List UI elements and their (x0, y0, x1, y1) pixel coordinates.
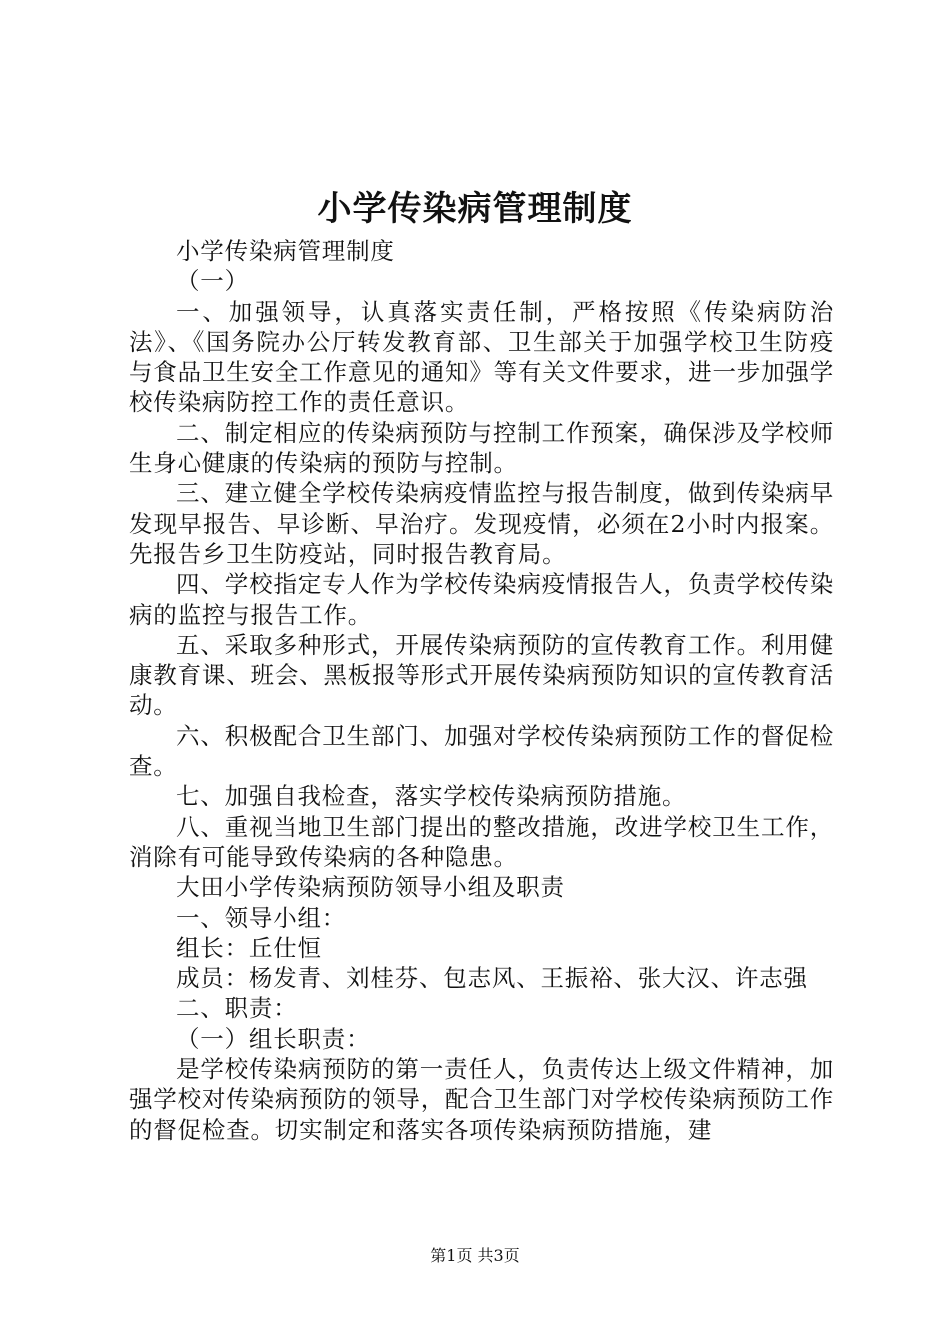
paragraph: 是学校传染病预防的第一责任人，负责传达上级文件精神，加强学校对传染病预防的领导，配合卫生部门对学校传染病预防工作的督促检查。切实制定和落实各项传染病预防措施，建 (129, 1055, 834, 1144)
paragraph: （一） (176, 267, 249, 296)
paragraph: 七、加强自我检查，落实学校传染病预防措施。 (176, 782, 687, 811)
paragraph: 成员：杨发青、刘桂芬、包志风、王振裕、张大汉、许志强 (176, 964, 808, 993)
paragraph: 八、重视当地卫生部门提出的整改措施，改进学校卫生工作，消除有可能导致传染病的各种隐患。 (129, 812, 834, 871)
paragraph: 五、采取多种形式，开展传染病预防的宣传教育工作。利用健康教育课、班会、黑板报等形式开展传染病预防知识的宣传教育活动。 (129, 630, 834, 720)
paragraph: 大田小学传染病预防领导小组及职责 (176, 873, 565, 902)
document-title: 小学传染病管理制度 (317, 189, 633, 229)
paragraph: 一、加强领导，认真落实责任制，严格按照《传染病防治法》、《国务院办公厅转发教育部、卫生部关于加强学校卫生防疫与食品卫生安全工作意见的通知》等有关文件要求，进一步加强学校传染病防控工作的责任意识。 (129, 297, 834, 417)
document-body (129, 236, 834, 1145)
paragraph: 小学传染病管理制度 (176, 237, 395, 265)
paragraph: 三、建立健全学校传染病疫情监控与报告制度，做到传染病早发现早报告、早诊断、早治疗。发现疫情，必须在2小时内报案。先报告乡卫生防疫站，同时报告教育局。 (129, 479, 834, 568)
paragraph: 一、领导小组： (176, 903, 347, 932)
page-footer: 第1页 共3页 (430, 1246, 520, 1265)
paragraph: 四、学校指定专人作为学校传染病疫情报告人，负责学校传染病的监控与报告工作。 (129, 570, 834, 629)
paragraph: 组长：丘仕恒 (176, 933, 322, 962)
paragraph: 二、制定相应的传染病预防与控制工作预案，确保涉及学校师生身心健康的传染病的预防与控制。 (129, 418, 834, 478)
paragraph: （一）组长职责： (176, 1024, 371, 1053)
paragraph: 六、积极配合卫生部门、加强对学校传染病预防工作的督促检查。 (129, 721, 834, 781)
paragraph: 二、职责： (176, 994, 298, 1023)
